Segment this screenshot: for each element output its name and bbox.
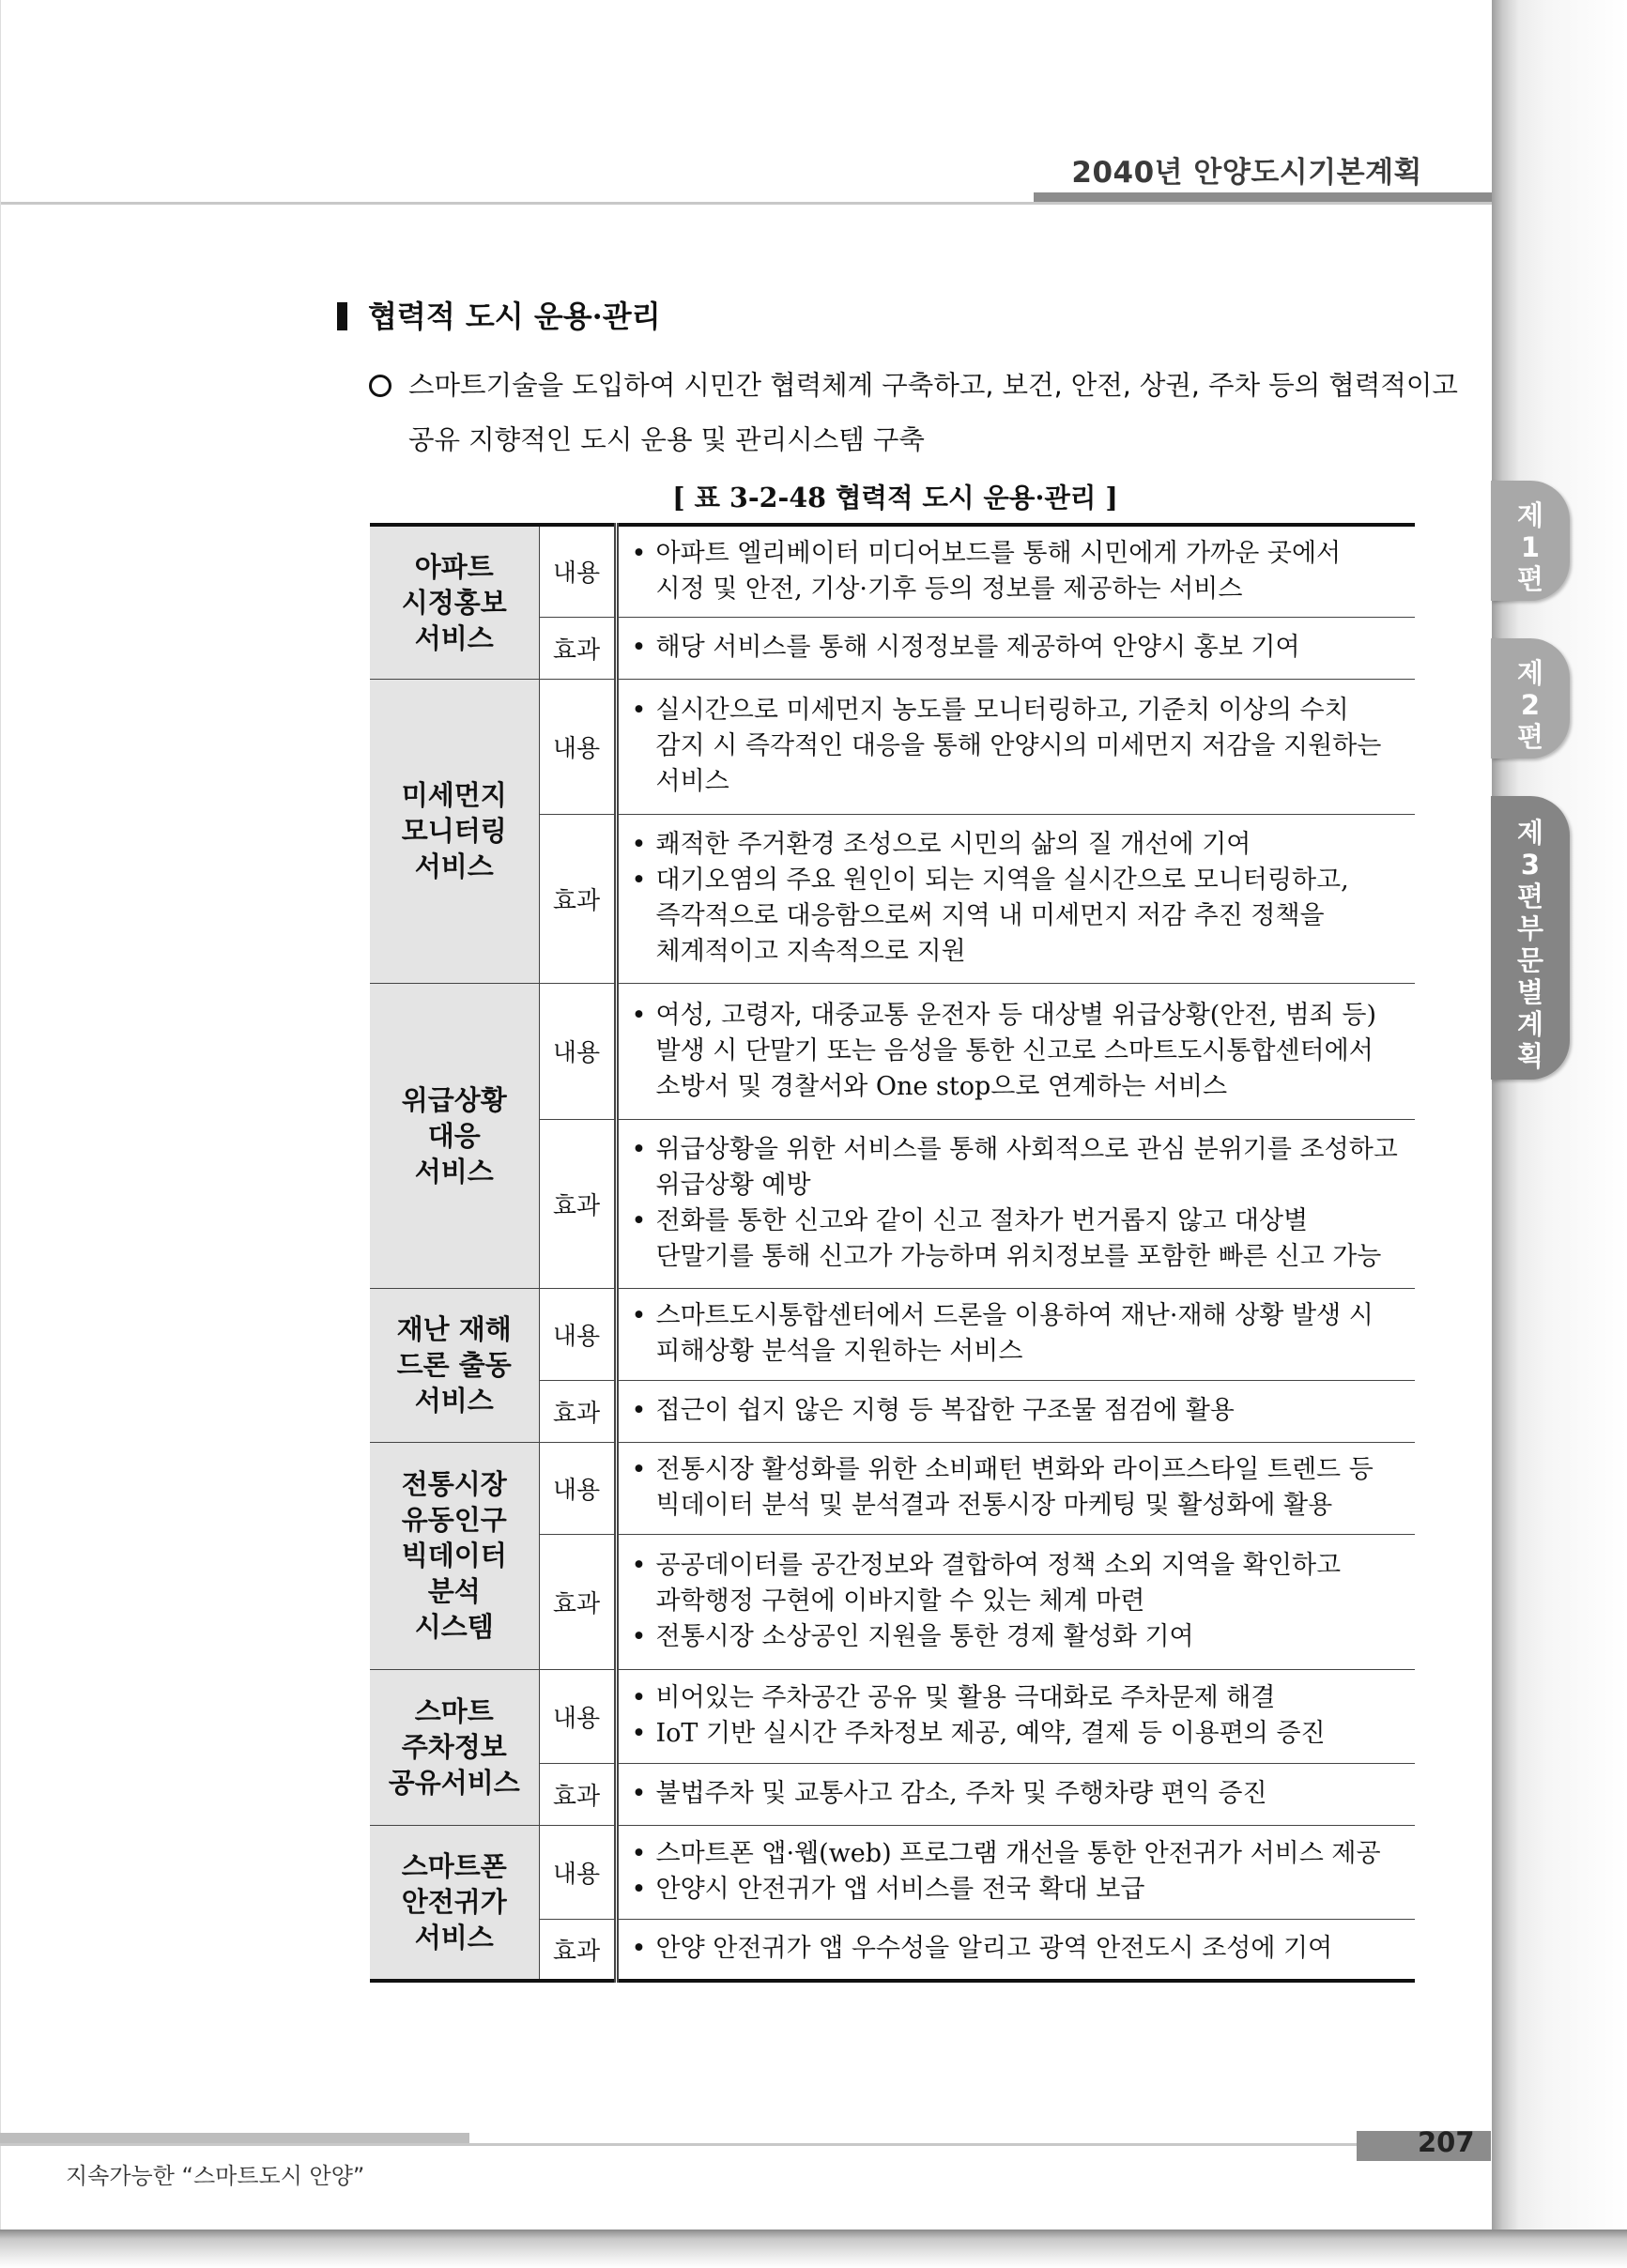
bullet-dot-icon: •	[631, 538, 647, 568]
content-label-cell: 내용	[539, 1825, 616, 1919]
content-label-cell: 내용	[539, 1669, 616, 1763]
effect-description-cell	[616, 1119, 1415, 1288]
content-description-cell	[616, 983, 1415, 1119]
effect-description-cell	[616, 1919, 1415, 1981]
side-tab-char: 별	[1516, 976, 1543, 1008]
hollow-circle-bullet-icon	[369, 375, 391, 397]
bullet-item	[632, 1452, 1410, 1524]
bullet-dot-icon: •	[631, 1551, 647, 1580]
page-edge-shadow-bottom	[0, 2230, 1627, 2268]
bullet-item	[632, 1716, 1410, 1752]
bullet-item-text: 비어있는 주차공간 공유 및 활용 극대화로 주차문제 해결	[655, 1683, 1276, 1712]
bullet-item	[632, 1680, 1410, 1716]
bullet-item-text: 쾌적한 주거환경 조성으로 시민의 삶의 질 개선에 기여	[655, 830, 1251, 859]
side-tab-char: 부	[1516, 912, 1543, 944]
bullet-item	[632, 1393, 1410, 1429]
side-tab-part-1[interactable]	[1491, 481, 1570, 601]
service-name-cell: 전통시장 유동인구 빅데이터 분석 시스템	[370, 1442, 539, 1669]
side-tab-part-3[interactable]	[1491, 796, 1570, 1080]
bullet-dot-icon: •	[631, 1683, 647, 1712]
bullet-item-text: 불법주차 및 교통사고 감소, 주차 및 주행차량 편익 증진	[655, 1779, 1267, 1808]
side-tab-char: 1	[1520, 531, 1541, 563]
bullet-dot-icon: •	[631, 1135, 647, 1164]
effect-description-cell	[616, 1534, 1415, 1669]
service-name-cell: 재난 재해 드론 출동 서비스	[370, 1288, 539, 1442]
table-row	[370, 525, 1415, 617]
bullet-item-text: 접근이 쉽지 않은 지형 등 복잡한 구조물 점검에 활용	[655, 1396, 1235, 1425]
service-name-cell: 스마트 주차정보 공유서비스	[370, 1669, 539, 1825]
side-tab-char: 편	[1516, 721, 1543, 753]
bullet-item	[632, 1298, 1410, 1370]
section-heading-text: 협력적 도시 운용·관리	[368, 299, 661, 334]
service-name-cell: 아파트 시정홍보 서비스	[370, 525, 539, 679]
bullet-item	[632, 1836, 1410, 1872]
bullet-dot-icon: •	[631, 1301, 647, 1330]
effect-label-cell: 효과	[539, 1119, 616, 1288]
side-tab-char: 제	[1516, 657, 1543, 689]
bullet-dot-icon: •	[631, 830, 647, 859]
bullet-item	[632, 1776, 1410, 1812]
content-description-cell	[616, 1288, 1415, 1380]
bullet-dot-icon: •	[631, 1206, 647, 1235]
side-tab-char: 편	[1516, 563, 1543, 595]
table-row	[370, 1288, 1415, 1380]
content-label-cell: 내용	[539, 1442, 616, 1534]
content-description-cell	[616, 1825, 1415, 1919]
bullet-item-text: 대기오염의 주요 원인이 되는 지역을 실시간으로 모니터링하고, 즉각적으로 대응함으로써 지역 내 미세먼지 저감 추진 정책을 체계적이고 지속적으로 지원	[655, 866, 1349, 966]
bullet-dot-icon: •	[631, 1455, 647, 1484]
effect-description-cell	[616, 1763, 1415, 1825]
bullet-dot-icon: •	[631, 1779, 647, 1808]
bullet-item-text: 안양시 안전귀가 앱 서비스를 전국 확대 보급	[655, 1875, 1145, 1904]
bullet-item	[632, 827, 1410, 863]
bullet-dot-icon: •	[631, 1622, 647, 1651]
bullet-item	[632, 536, 1410, 607]
side-tab-char: 제	[1516, 499, 1543, 531]
table-row	[370, 1442, 1415, 1534]
bullet-item-text: 전통시장 활성화를 위한 소비패턴 변화와 라이프스타일 트렌드 등 빅데이터 분석 및 분석결과 전통시장 마케팅 및 활성화에 활용	[655, 1455, 1374, 1520]
bullet-item-text: 해당 서비스를 통해 시정정보를 제공하여 안양시 홍보 기여	[655, 633, 1300, 662]
effect-description-cell	[616, 814, 1415, 983]
bullet-item-text: 스마트폰 앱·웹(web) 프로그램 개선을 통한 안전귀가 서비스 제공	[655, 1839, 1381, 1868]
content-label-cell: 내용	[539, 1288, 616, 1380]
table-row	[370, 1669, 1415, 1763]
content-description-cell	[616, 1442, 1415, 1534]
bullet-dot-icon: •	[631, 1839, 647, 1868]
bullet-dot-icon: •	[631, 866, 647, 895]
page-edge-shadow-right	[1491, 0, 1627, 2268]
bullet-dot-icon: •	[631, 1719, 647, 1748]
content-description-cell	[616, 679, 1415, 814]
table-caption: [ 표 3-2-48 협력적 도시 운용·관리 ]	[672, 482, 1118, 513]
bullet-item	[632, 1931, 1410, 1967]
content-description-cell	[616, 525, 1415, 617]
bullet-item	[632, 998, 1410, 1105]
bullet-line-2: 공유 지향적인 도시 운용 및 관리시스템 구축	[408, 424, 925, 455]
footer-title: 지속가능한 “스마트도시 안양”	[66, 2163, 365, 2189]
table-row	[370, 1825, 1415, 1919]
running-header-title: 2040년 안양도시기본계획	[1071, 156, 1422, 190]
content-label-cell: 내용	[539, 983, 616, 1119]
page-number: 207	[1418, 2126, 1475, 2158]
footer-rule	[0, 2143, 1491, 2146]
bullet-item-text: IoT 기반 실시간 주차정보 제공, 예약, 결제 등 이용편의 증진	[655, 1719, 1326, 1748]
side-tab-part-2[interactable]	[1491, 638, 1570, 759]
bullet-item	[632, 863, 1410, 970]
side-tab-char: 제	[1516, 817, 1543, 849]
bullet-item	[632, 1619, 1410, 1655]
bullet-item	[632, 1132, 1410, 1203]
side-tab-char: 편	[1516, 881, 1543, 912]
section-heading	[337, 293, 661, 336]
bullet-item	[632, 1872, 1410, 1908]
bullet-dot-icon: •	[631, 696, 647, 725]
side-tab-char: 2	[1520, 689, 1541, 721]
side-tab-char: 계	[1516, 1008, 1543, 1040]
effect-label-cell: 효과	[539, 1919, 616, 1981]
bullet-item-text: 스마트도시통합센터에서 드론을 이용하여 재난·재해 상황 발생 시 피해상황 분석을 지원하는 서비스	[655, 1301, 1374, 1366]
effect-label-cell: 효과	[539, 1534, 616, 1669]
bullet-item-text: 아파트 엘리베이터 미디어보드를 통해 시민에게 가까운 곳에서 시정 및 안전, 기상·기후 등의 정보를 제공하는 서비스	[655, 538, 1342, 604]
bullet-dot-icon: •	[631, 633, 647, 662]
bullet-dot-icon: •	[631, 1396, 647, 1425]
service-name-cell: 위급상황 대응 서비스	[370, 983, 539, 1288]
effect-label-cell: 효과	[539, 617, 616, 679]
heading-marker-icon	[337, 302, 347, 330]
bullet-item-text: 안양 안전귀가 앱 우수성을 알리고 광역 안전도시 조성에 기여	[655, 1934, 1333, 1964]
bullet-item-text: 여성, 고령자, 대중교통 운전자 등 대상별 위급상황(안전, 범죄 등) 발생 시 단말기 또는 음성을 통한 신고로 스마트도시통합센터에서 소방서 및 경찰서와 One stop으로 연계하는 서비스	[655, 1000, 1377, 1101]
bullet-dot-icon: •	[631, 1000, 647, 1030]
bullet-line-1: 스마트기술을 도입하여 시민간 협력체계 구축하고, 보건, 안전, 상권, 주차 등의 협력적이고	[408, 370, 1458, 401]
effect-description-cell	[616, 1380, 1415, 1442]
bullet-item	[632, 693, 1410, 800]
bullet-item-text: 전화를 통한 신고와 같이 신고 절차가 번거롭지 않고 대상별 단말기를 통해 신고가 가능하며 위치정보를 포함한 빠른 신고 가능	[655, 1206, 1382, 1271]
side-tab-char: 3	[1520, 849, 1541, 881]
content-label-cell: 내용	[539, 525, 616, 617]
bullet-dot-icon: •	[631, 1934, 647, 1964]
bullet-item	[632, 1548, 1410, 1619]
content-label-cell: 내용	[539, 679, 616, 814]
effect-label-cell: 효과	[539, 1380, 616, 1442]
bullet-dot-icon: •	[631, 1875, 647, 1904]
side-tab-char: 문	[1516, 944, 1543, 976]
bullet-item-text: 공공데이터를 공간정보와 결합하여 정책 소외 지역을 확인하고 과학행정 구현에 이바지할 수 있는 체계 마련	[655, 1551, 1342, 1616]
service-name-cell: 미세먼지 모니터링 서비스	[370, 679, 539, 983]
side-tab-char: 획	[1516, 1040, 1543, 1072]
services-table	[370, 523, 1415, 1983]
table-row	[370, 983, 1415, 1119]
bullet-item-text: 전통시장 소상공인 지원을 통한 경제 활성화 기여	[655, 1622, 1194, 1651]
bullet-item	[632, 630, 1410, 666]
bullet-item	[632, 1203, 1410, 1275]
effect-description-cell	[616, 617, 1415, 679]
table-row	[370, 679, 1415, 814]
content-description-cell	[616, 1669, 1415, 1763]
service-name-cell: 스마트폰 안전귀가 서비스	[370, 1825, 539, 1981]
effect-label-cell: 효과	[539, 1763, 616, 1825]
bullet-item-text: 위급상황을 위한 서비스를 통해 사회적으로 관심 분위기를 조성하고 위급상황 예방	[655, 1135, 1398, 1200]
effect-label-cell: 효과	[539, 814, 616, 983]
bullet-item-text: 실시간으로 미세먼지 농도를 모니터링하고, 기준치 이상의 수치 감지 시 즉각적인 대응을 통해 안양시의 미세먼지 저감을 지원하는 서비스	[655, 696, 1382, 796]
header-rule	[1, 202, 1492, 205]
